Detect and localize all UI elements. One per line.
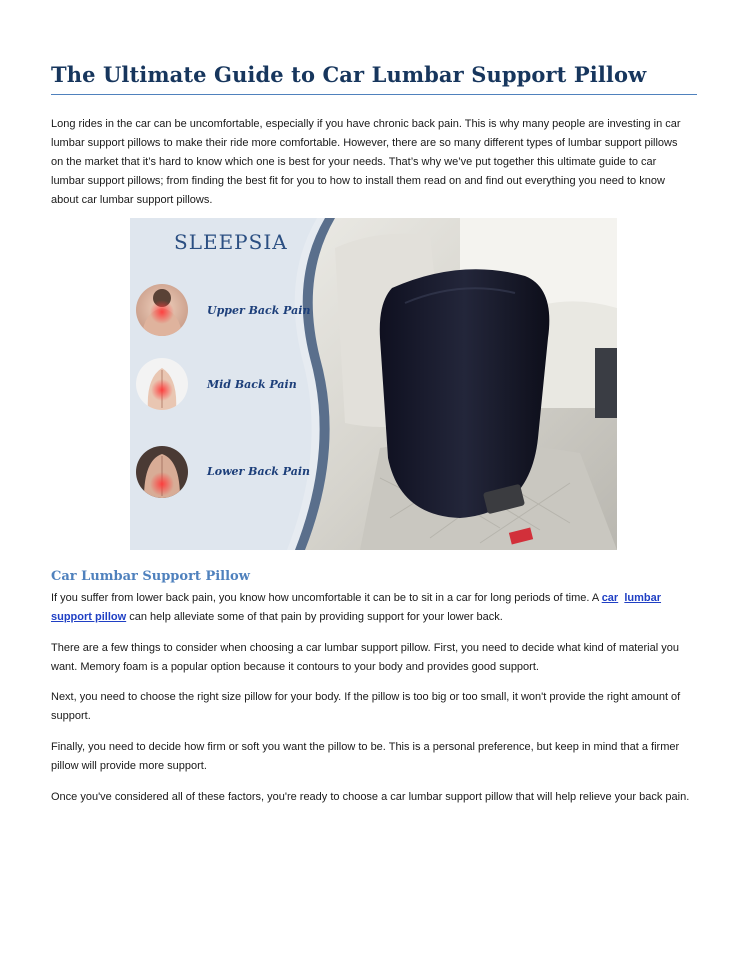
intro-paragraph: Long rides in the car can be uncomfortable, especially if you have chronic back pain. This is why many people are investing in car lumbar support pillows to make their ride more comfortable. However, there are so many different types of lumbar support pillows on the market that it’s hard to know which one is best for your needs. That’s why we’ve put together this ultimate guide to car lumbar support pillows; from finding the best fit for you to how to install them read on and find out everything you need to know about car lumbar support pillows. [51,118,681,206]
mid-back-pain-photo [136,358,188,410]
paragraph-2: There are a few things to consider when choosing a car lumbar support pillow. First, you need to decide what kind of material you want. Memory foam is a popular option because it contours to your body and provides good support. [51,642,679,673]
paragraph-1 [51,589,691,627]
paragraph-1-text-before: If you suffer from lower back pain, you know how uncomfortable it can be to sit in a car for long periods of time. A [51,592,602,604]
pain-label-lower: Lower Back Pain [207,465,311,478]
pain-label-mid: Mid Back Pain [207,378,297,391]
brand-logo: SLEEPSIA [174,230,288,254]
page-title: The Ultimate Guide to Car Lumbar Support Pillow [51,62,647,87]
banner-artwork [130,218,617,550]
paragraph-3: Next, you need to choose the right size pillow for your body. If the pillow is too big or too small, it won't provide the right amount of support. [51,691,681,722]
title-divider [51,94,697,95]
paragraph-1-text-after: can help alleviate some of that pain by providing support for your lower back. [126,611,503,623]
pain-label-upper: Upper Back Pain [207,304,311,317]
lower-back-pain-photo [136,446,188,498]
upper-back-pain-photo [136,284,188,336]
section-heading: Car Lumbar Support Pillow [51,569,250,584]
lumbar-support-pillow-link[interactable]: lumbar support pillow [51,592,662,623]
car-link[interactable]: car [601,592,619,604]
paragraph-4: Finally, you need to decide how firm or soft you want the pillow to be. This is a personal preference, but keep in mind that a firmer pillow will provide more support. [51,741,680,772]
product-banner-image [130,218,617,550]
paragraph-5: Once you've considered all of these factors, you're ready to choose a car lumbar support pillow that will help relieve your back pain. [51,791,690,803]
